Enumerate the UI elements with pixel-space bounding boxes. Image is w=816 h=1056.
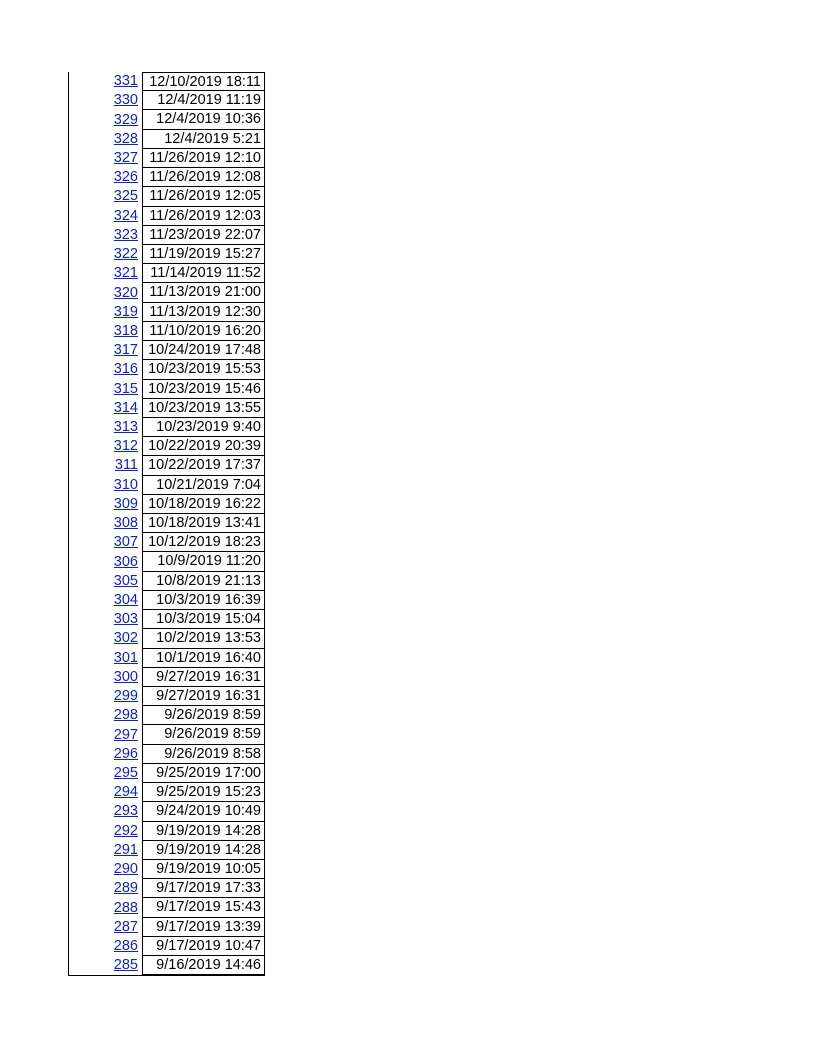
record-id-link[interactable]: 326 xyxy=(113,169,138,186)
table-row xyxy=(69,207,264,226)
table-row xyxy=(69,668,264,687)
table-row xyxy=(69,226,264,245)
table-row xyxy=(69,937,264,956)
table-row xyxy=(69,956,264,975)
record-timestamp: 10/12/2019 18:23 xyxy=(142,533,264,552)
table-row xyxy=(69,380,264,399)
record-id-link[interactable]: 287 xyxy=(113,918,138,935)
record-timestamp: 9/17/2019 13:39 xyxy=(142,918,264,937)
table-row xyxy=(69,860,264,879)
record-id-link[interactable]: 315 xyxy=(113,380,138,397)
record-id-link[interactable]: 306 xyxy=(113,553,138,570)
record-id-link[interactable]: 300 xyxy=(113,668,138,685)
record-id-link[interactable]: 294 xyxy=(113,784,138,801)
table-row xyxy=(69,91,264,110)
record-id-link[interactable]: 316 xyxy=(113,361,138,378)
table-row xyxy=(69,649,264,668)
record-id-link[interactable]: 309 xyxy=(113,495,138,512)
table-row xyxy=(69,706,264,725)
record-id-link[interactable]: 297 xyxy=(113,726,138,743)
record-timestamp: 9/27/2019 16:31 xyxy=(142,687,264,706)
record-timestamp: 9/27/2019 16:31 xyxy=(142,668,264,687)
table-row xyxy=(69,898,264,917)
record-id-link[interactable]: 285 xyxy=(113,957,138,974)
record-id-link[interactable]: 307 xyxy=(113,534,138,551)
record-timestamp: 10/9/2019 11:20 xyxy=(142,552,264,571)
record-timestamp: 9/17/2019 10:47 xyxy=(142,937,264,956)
record-id-link[interactable]: 310 xyxy=(113,476,138,493)
record-id-link[interactable]: 325 xyxy=(113,188,138,205)
table-row xyxy=(69,360,264,379)
table-row xyxy=(69,533,264,552)
table-row xyxy=(69,341,264,360)
record-timestamp: 10/23/2019 9:40 xyxy=(142,418,264,437)
record-table xyxy=(68,72,265,976)
record-timestamp: 11/14/2019 11:52 xyxy=(142,264,264,283)
table-row xyxy=(69,495,264,514)
record-id-link[interactable]: 305 xyxy=(113,572,138,589)
record-timestamp: 10/18/2019 13:41 xyxy=(142,514,264,533)
record-id-link[interactable]: 289 xyxy=(113,880,138,897)
table-row xyxy=(69,437,264,456)
record-timestamp: 12/4/2019 11:19 xyxy=(142,91,264,110)
record-id-link[interactable]: 330 xyxy=(113,92,138,109)
table-row xyxy=(69,629,264,648)
table-row xyxy=(69,245,264,264)
record-timestamp: 9/19/2019 14:28 xyxy=(142,841,264,860)
record-id-link[interactable]: 292 xyxy=(113,822,138,839)
record-timestamp: 11/10/2019 16:20 xyxy=(142,322,264,341)
record-timestamp: 12/4/2019 5:21 xyxy=(142,130,264,149)
table-row xyxy=(69,764,264,783)
record-timestamp: 9/17/2019 15:43 xyxy=(142,898,264,917)
table-row xyxy=(69,110,264,129)
record-id-link[interactable]: 317 xyxy=(113,342,138,359)
table-row xyxy=(69,187,264,206)
table-row xyxy=(69,283,264,302)
record-timestamp: 10/21/2019 7:04 xyxy=(142,476,264,495)
record-timestamp: 10/23/2019 13:55 xyxy=(142,399,264,418)
record-timestamp: 10/23/2019 15:53 xyxy=(142,360,264,379)
record-timestamp: 11/19/2019 15:27 xyxy=(142,245,264,264)
record-timestamp: 9/24/2019 10:49 xyxy=(142,802,264,821)
table-row xyxy=(69,841,264,860)
table-row xyxy=(69,456,264,475)
table-row xyxy=(69,399,264,418)
record-timestamp: 10/23/2019 15:46 xyxy=(142,380,264,399)
record-timestamp: 11/13/2019 21:00 xyxy=(142,283,264,302)
record-timestamp: 9/25/2019 17:00 xyxy=(142,764,264,783)
table-row xyxy=(69,514,264,533)
record-id-link[interactable]: 308 xyxy=(113,515,138,532)
record-id-link[interactable]: 301 xyxy=(113,649,138,666)
table-row xyxy=(69,687,264,706)
table-row xyxy=(69,476,264,495)
record-timestamp: 9/16/2019 14:46 xyxy=(142,956,264,975)
record-id-link[interactable]: 304 xyxy=(113,592,138,609)
table-row xyxy=(69,168,264,187)
record-timestamp: 11/23/2019 22:07 xyxy=(142,226,264,245)
record-id-link[interactable]: 321 xyxy=(113,265,138,282)
record-timestamp: 11/26/2019 12:05 xyxy=(142,187,264,206)
record-timestamp: 10/3/2019 16:39 xyxy=(142,591,264,610)
record-id-link[interactable]: 295 xyxy=(113,764,138,781)
table-row xyxy=(69,879,264,898)
record-id-link[interactable]: 327 xyxy=(113,149,138,166)
record-id-link[interactable]: 324 xyxy=(113,207,138,224)
record-id-link[interactable]: 319 xyxy=(113,303,138,320)
record-id-link[interactable]: 329 xyxy=(113,111,138,128)
record-timestamp: 9/19/2019 14:28 xyxy=(142,822,264,841)
table-row xyxy=(69,572,264,591)
table-row xyxy=(69,610,264,629)
record-id-link[interactable]: 302 xyxy=(113,630,138,647)
record-id-link[interactable]: 303 xyxy=(113,611,138,628)
table-row xyxy=(69,822,264,841)
record-timestamp: 11/13/2019 12:30 xyxy=(142,303,264,322)
record-timestamp: 9/17/2019 17:33 xyxy=(142,879,264,898)
record-id-link[interactable]: 291 xyxy=(113,841,138,858)
record-timestamp: 10/24/2019 17:48 xyxy=(142,341,264,360)
table-row xyxy=(69,264,264,283)
record-timestamp: 9/26/2019 8:59 xyxy=(142,706,264,725)
record-timestamp: 9/25/2019 15:23 xyxy=(142,783,264,802)
table-row xyxy=(69,322,264,341)
record-timestamp: 11/26/2019 12:08 xyxy=(142,168,264,187)
record-timestamp: 12/4/2019 10:36 xyxy=(142,110,264,129)
table-row xyxy=(69,149,264,168)
record-timestamp: 10/8/2019 21:13 xyxy=(142,572,264,591)
record-id-link[interactable]: 299 xyxy=(113,688,138,705)
record-id-link[interactable]: 286 xyxy=(113,937,138,954)
record-timestamp: 10/3/2019 15:04 xyxy=(142,610,264,629)
record-timestamp: 10/22/2019 20:39 xyxy=(142,437,264,456)
record-timestamp: 9/26/2019 8:58 xyxy=(142,745,264,764)
record-id-link[interactable]: 323 xyxy=(113,226,138,243)
table-row xyxy=(69,552,264,571)
record-id-link[interactable]: 311 xyxy=(114,457,138,474)
record-id-link[interactable]: 296 xyxy=(113,745,138,762)
record-id-link[interactable]: 298 xyxy=(113,707,138,724)
table-row xyxy=(69,418,264,437)
record-timestamp: 11/26/2019 12:03 xyxy=(142,207,264,226)
record-id-link[interactable]: 318 xyxy=(113,322,138,339)
record-timestamp: 12/10/2019 18:11 xyxy=(142,72,264,91)
record-id-link[interactable]: 288 xyxy=(113,899,138,916)
table-row xyxy=(69,303,264,322)
table-row xyxy=(69,72,264,91)
record-id-link[interactable]: 290 xyxy=(113,861,138,878)
table-row xyxy=(69,802,264,821)
table-row xyxy=(69,130,264,149)
record-timestamp: 11/26/2019 12:10 xyxy=(142,149,264,168)
table-row xyxy=(69,783,264,802)
record-timestamp: 10/22/2019 17:37 xyxy=(142,456,264,475)
record-timestamp: 10/2/2019 13:53 xyxy=(142,629,264,648)
record-timestamp: 10/1/2019 16:40 xyxy=(142,649,264,668)
record-id-link[interactable]: 313 xyxy=(113,419,138,436)
record-id-link[interactable]: 293 xyxy=(113,803,138,820)
table-row xyxy=(69,591,264,610)
record-id-link[interactable]: 322 xyxy=(113,246,138,263)
table-row xyxy=(69,918,264,937)
record-id-link[interactable]: 314 xyxy=(113,399,138,416)
record-id-link[interactable]: 320 xyxy=(113,284,138,301)
record-timestamp: 10/18/2019 16:22 xyxy=(142,495,264,514)
record-id-link[interactable]: 331 xyxy=(113,73,138,90)
record-id-link[interactable]: 312 xyxy=(113,438,138,455)
table-row xyxy=(69,745,264,764)
table-row xyxy=(69,725,264,744)
record-id-link[interactable]: 328 xyxy=(113,130,138,147)
record-timestamp: 9/26/2019 8:59 xyxy=(142,725,264,744)
record-timestamp: 9/19/2019 10:05 xyxy=(142,860,264,879)
